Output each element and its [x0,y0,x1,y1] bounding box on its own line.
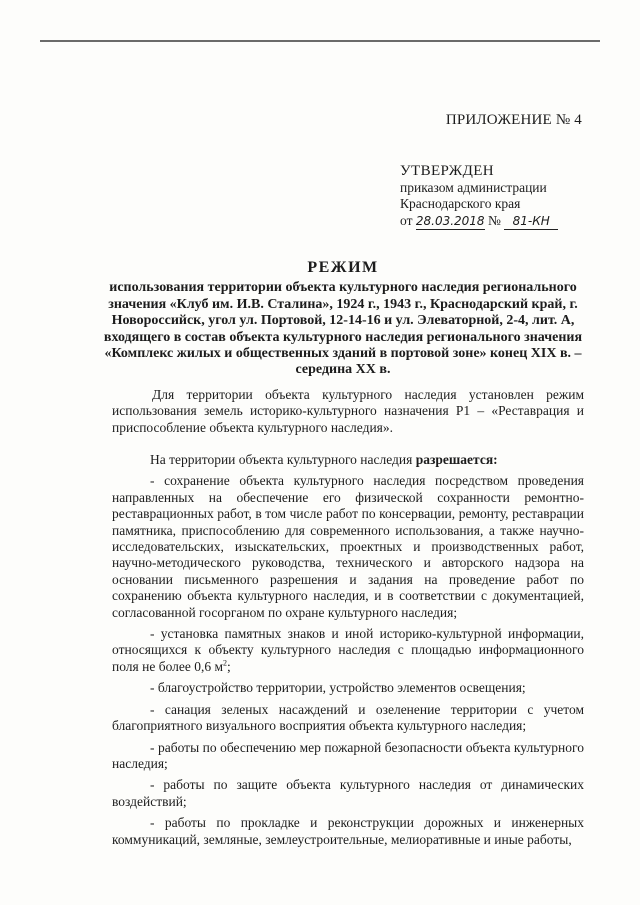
permitted-item-memorial [112,626,584,675]
permitted-item: - работы по обеспечению мер пожарной безопасности объекта культурного наследия; [112,739,584,771]
appendix-label: ПРИЛОЖЕНИЕ № 4 [445,112,582,128]
approval-date-line [400,213,558,231]
permitted-item: - работы по прокладке и реконструкции дорожных и инженерных коммуникаций, земляные, землеустроительные, мелиоративные и иные работы, [112,815,584,847]
area-unit-superscript: 2 [223,658,228,668]
permitted-item: - сохранение объекта культурного наследия посредством проведения направленных на обеспечение его физической сохранности ремонтно-реставрационных работ, в том числе работ по консервации, ремонту, реставрации памятника, приспособлению для современного использования, а также научно-исследовательских, изыскательских, проектных и производственных работ, научно-методического руководства, технического и авторского надзора на основании письменного разрешения и задания на проведение работ по сохранению объекта культурного наследия, и в соответствии с документацией, согласованной госорганом по охране культурного наследия; [112,473,584,620]
permitted-item: - санация зеленых насаждений и озеленение территории с учетом благоприятного визуального восприятия объекта культурного наследия; [112,701,584,734]
permitted-item: - благоустройство территории, устройство элементов освещения; [150,680,526,696]
intro-paragraph: Для территории объекта культурного наследия установлен режим использования земель историко-культурного назначения Р1 – «Реставрация и приспособление объекта культурного наследия». [112,387,584,435]
title-subtitle: использования территории объекта культурного наследия регионального значения «Клуб им. И.В. Сталина», 1924 г., 1943 г., Краснодарский край, г. Новороссийск, угол ул. Портовой, 12-14-16 и ул. Элеваторной, 2-4, лит. А, входящего в состав объекта культурного наследия регионального значения «Комплекс жилых и общественных зданий в портовой зоне» конец XIX в. – середина XX в. [103,280,583,378]
document-title [100,260,586,379]
number-prefix: № [487,212,501,228]
approval-block [400,163,558,230]
permitted-section [112,452,584,848]
permitted-item-tail: ; [227,658,231,674]
permitted-lead-text: На территории объекта культурного наследия [150,452,413,467]
permitted-lead-bold: разрешается: [415,452,498,467]
permitted-item-text: - установка памятных знаков и иной историко-культурной информации, относящихся к объекту культурного наследия с площадью информационного поля не более 0,6 м [112,626,584,674]
approved-heading: УТВЕРЖДЕН [400,163,495,179]
permitted-lead [112,452,584,468]
approval-line-2: Краснодарского края [400,196,521,211]
title-main: РЕЖИМ [307,259,379,276]
permitted-item: - работы по защите объекта культурного наследия от динамических воздействий; [112,777,584,809]
date-prefix: от [400,212,413,228]
scan-edge-line [40,40,600,42]
approval-line-1: приказом администрации [400,179,547,195]
handwritten-date: 28.03.2018 [416,213,485,231]
handwritten-number: 81-КН [504,213,558,231]
